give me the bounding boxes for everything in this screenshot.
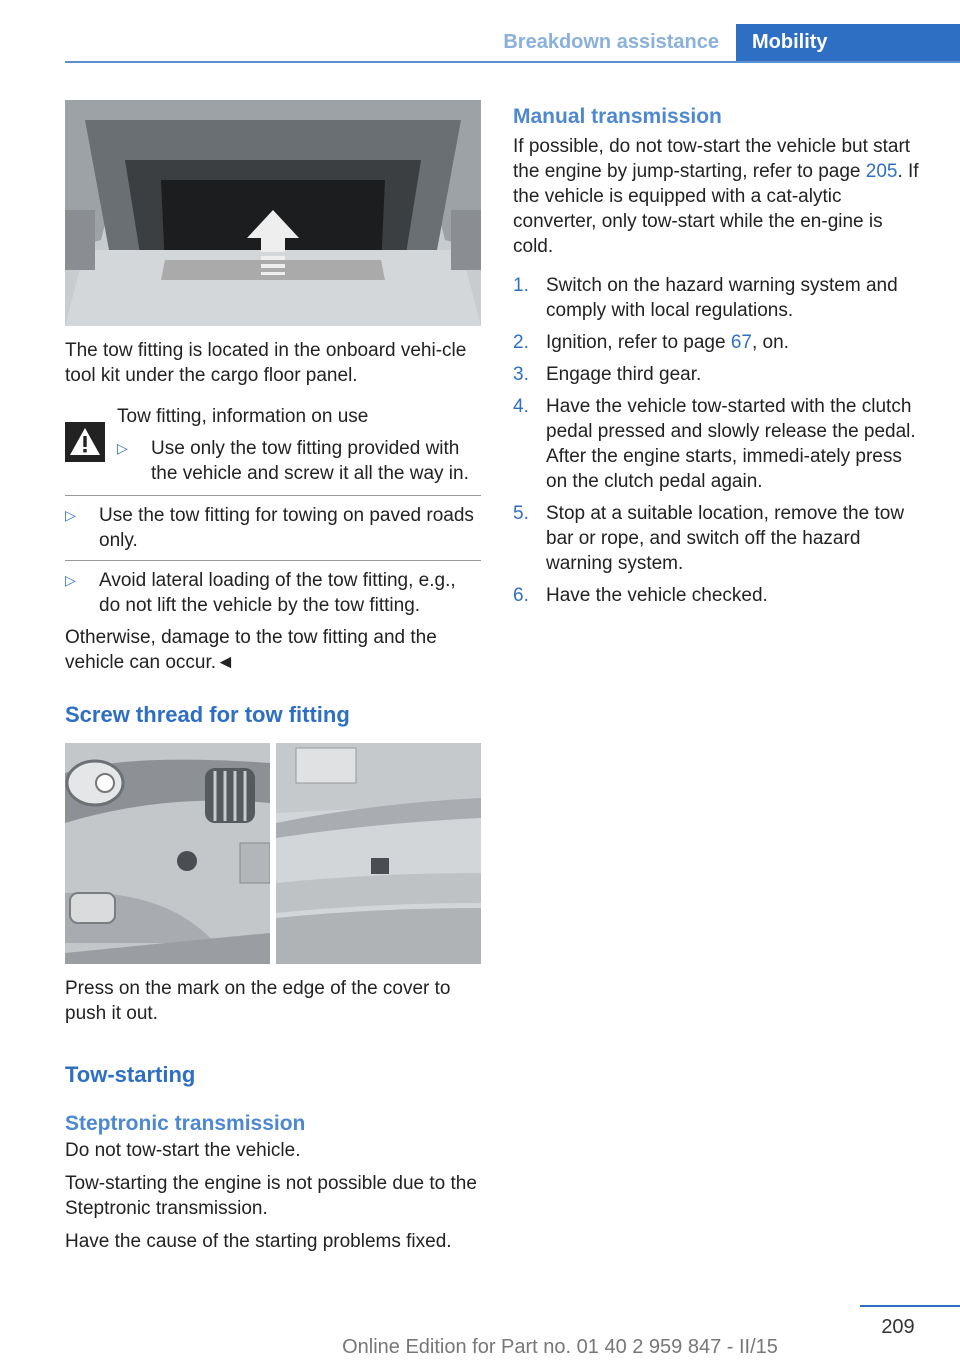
bullet-triangle-icon: ▷: [65, 572, 76, 588]
warning-triangle-icon: [65, 422, 105, 462]
warning-bullet-text: Use only the tow fitting provided with the vehicle and screw it all the way in.: [151, 438, 469, 484]
header-rule: [65, 61, 960, 63]
left-column: [65, 100, 481, 1254]
screw-thread-heading: Screw thread for tow fitting: [65, 702, 350, 727]
online-edition-text: Online Edition for Part no. 01 40 2 959 847 - II/15: [342, 1336, 778, 1358]
tow-starting-heading: Tow-starting: [65, 1062, 196, 1087]
damage-notice: Otherwise, damage to the tow fitting and the vehicle can occur.◄: [65, 627, 437, 673]
list-item: 3. Engage third gear.: [513, 364, 702, 385]
steptronic-text-2: Tow-starting the engine is not possible due to the Steptronic transmission.: [65, 1173, 477, 1219]
trunk-illustration: [65, 100, 481, 326]
header-section-title: Breakdown assistance: [503, 31, 719, 53]
manual-transmission-heading: Manual transmission: [513, 105, 722, 128]
list-item: 6. Have the vehicle checked.: [513, 585, 768, 606]
list-item-text: Avoid lateral loading of the tow fitting, e.g., do not lift the vehicle by the tow fitting.: [99, 570, 456, 616]
list-item: 5. Stop at a suitable location, remove the tow bar or rope, and switch off the hazard warning system.: [513, 503, 905, 574]
header-chapter-tab: Mobility: [736, 24, 960, 61]
list-item: 4. Have the vehicle tow-started with the clutch pedal pressed and slowly release the pedal. After the engine starts, immedi-ately press on the clutch pedal again.: [513, 396, 916, 492]
tow-fitting-location-text: The tow fitting is located in the onboard vehi-cle tool kit under the cargo floor panel.: [65, 340, 467, 386]
list-item: [65, 568, 481, 618]
trunk-image: [65, 100, 481, 326]
list-item: [65, 503, 481, 553]
page-link-205[interactable]: 205: [865, 161, 898, 182]
front-bumper-illustration: [65, 743, 270, 964]
warning-block: [65, 402, 481, 493]
steptronic-text-1: Do not tow-start the vehicle.: [65, 1140, 301, 1161]
list-item: 2. Ignition, refer to page 67, on.: [513, 332, 789, 353]
steptronic-text-3: Have the cause of the starting problems fixed.: [65, 1231, 452, 1252]
footer-rule: [860, 1305, 960, 1307]
bullet-list: [65, 495, 481, 618]
manual-intro: If possible, do not tow-start the vehicle but start the engine by jump-starting, refer to page 205. If the vehicle is equipped with a cat-alytic converter, only tow-start while the en-gine is cold.: [513, 136, 919, 257]
list-item: 1. Switch on the hazard warning system and comply with local regulations.: [513, 275, 898, 321]
page-link-67[interactable]: 67: [730, 332, 752, 353]
warning-bullet: [117, 436, 481, 486]
list-item-text: Use the tow fitting for towing on paved roads only.: [99, 505, 474, 551]
steptronic-heading: Steptronic transmission: [65, 1112, 306, 1135]
bumper-images: [65, 743, 481, 964]
push-cover-text: Press on the mark on the edge of the cover to push it out.: [65, 978, 451, 1024]
bullet-triangle-icon: ▷: [65, 507, 76, 523]
bullet-triangle-icon: ▷: [117, 440, 128, 456]
warning-title: Tow fitting, information on use: [117, 406, 369, 427]
steps-list: [513, 273, 927, 608]
right-column: [513, 100, 927, 615]
rear-bumper-illustration: [276, 743, 481, 964]
page-number: 209: [881, 1316, 915, 1338]
